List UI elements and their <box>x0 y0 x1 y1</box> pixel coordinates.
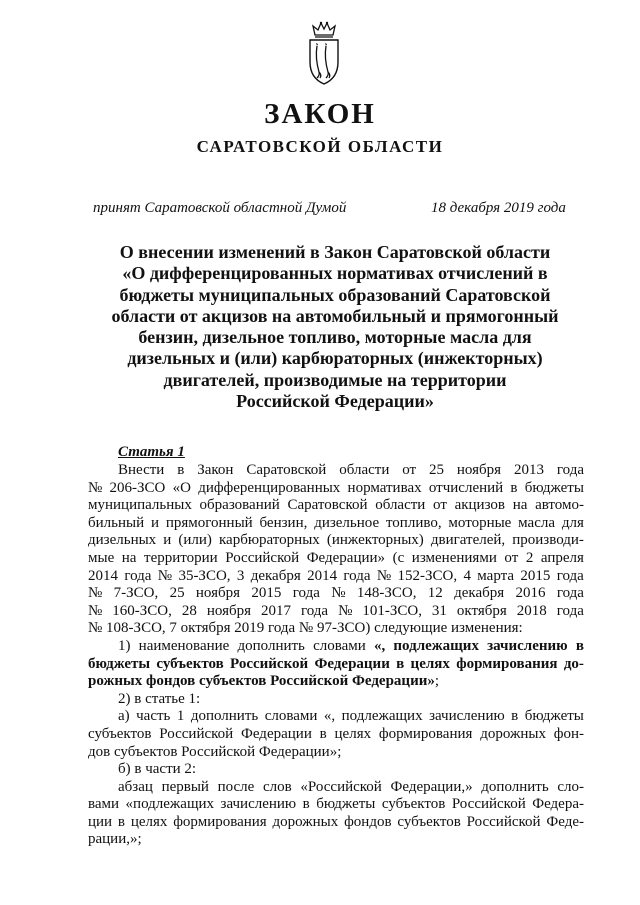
paragraph-line <box>88 480 584 498</box>
text-run: года <box>556 602 584 619</box>
paragraph-line <box>88 497 584 515</box>
text-run: сло- <box>557 778 584 795</box>
text-run: 2016 <box>515 585 546 602</box>
text-run: апреля <box>540 549 584 566</box>
text-run: нормативах <box>347 479 422 496</box>
paragraph-line <box>88 620 584 638</box>
text-run: словами <box>264 708 318 725</box>
text-run: года <box>343 567 371 584</box>
text-run: дополнить <box>481 778 549 795</box>
text-run: субъектов <box>397 813 461 830</box>
text-run: «, <box>323 708 336 725</box>
text-run: мые <box>88 549 115 566</box>
text-run: области <box>339 462 390 478</box>
text-run: № 108-ЗСО, 7 октября 2019 года № 97-ЗСО) следующие изменения: <box>88 620 523 637</box>
text-run: 3 <box>236 567 245 584</box>
heading-line: Российской Федерации» <box>236 391 434 412</box>
text-run: дизельных <box>88 532 157 549</box>
text-run: 160-ЗСО, <box>112 602 172 619</box>
text-run: 2) в статье 1: <box>118 690 201 707</box>
text-run: масла <box>518 514 556 531</box>
text-run: Российской <box>159 725 234 742</box>
paragraph-line <box>88 831 584 849</box>
text-run: целях <box>334 725 372 742</box>
text-run: ноября <box>456 462 502 478</box>
text-run: и <box>163 532 172 549</box>
paragraph-line <box>88 761 584 779</box>
text-run: бюджеты <box>524 479 584 496</box>
text-run: рожных фондов субъектов Российской Федерации» <box>88 673 435 690</box>
text-run: 31 <box>431 602 447 619</box>
text-run: дизельное <box>314 514 380 531</box>
text-run: прямогонный <box>165 514 253 531</box>
text-run: 2013 <box>513 462 544 478</box>
text-run: на <box>512 497 528 514</box>
text-run: «, <box>373 637 386 654</box>
text-run: (или) <box>178 532 212 549</box>
text-run: 28 <box>181 602 197 619</box>
text-run: от <box>402 462 417 478</box>
heading-line: дизельных и (или) карбюраторных (инжекторных) <box>127 348 543 369</box>
text-run: «Российской <box>300 778 382 795</box>
heading-line: бензин, дизельное топливо, моторные масла для <box>138 327 532 348</box>
text-run: моторные <box>448 514 512 531</box>
text-run: в <box>177 462 185 478</box>
text-run: Российской <box>451 796 526 813</box>
paragraph-line <box>88 779 584 797</box>
paragraph-line <box>88 515 584 533</box>
text-run: «О <box>172 479 191 496</box>
text-run: 148-ЗСО, <box>356 585 417 602</box>
text-run: подлежащих <box>341 708 423 725</box>
text-run: производи- <box>512 532 584 549</box>
text-run: подлежащих <box>393 637 479 654</box>
paragraph-line <box>88 603 584 621</box>
paragraph-line <box>88 656 584 674</box>
text-run: формирования <box>173 813 267 830</box>
text-run: Федерации,» <box>390 778 473 795</box>
text-run: муниципальных <box>88 497 192 514</box>
text-run: целях <box>410 655 450 672</box>
text-run: абзац <box>118 778 153 795</box>
text-run: 25 <box>429 462 444 478</box>
text-run: субъектов <box>381 796 446 813</box>
text-run: вами <box>88 796 120 813</box>
text-run: формирования <box>456 655 558 672</box>
text-run: от <box>433 497 447 514</box>
paragraph-line <box>88 568 584 586</box>
text-run: территории <box>144 549 218 566</box>
text-run: фон- <box>553 725 584 742</box>
law-heading <box>88 242 582 412</box>
text-run: ; <box>434 673 440 690</box>
text-run: года <box>300 602 329 619</box>
heading-line: «О дифференцированных нормативах отчислений в <box>122 263 548 284</box>
text-run: года <box>292 585 320 602</box>
paragraph-line <box>88 708 584 726</box>
text-run: бюджеты <box>316 796 376 813</box>
text-run: № <box>88 479 103 496</box>
text-run: Федерации <box>241 725 312 742</box>
heading-line: двигателей, производимые на территории <box>163 369 507 390</box>
text-run: до- <box>563 655 584 672</box>
text-run: в <box>511 708 519 725</box>
text-run: наименование <box>138 637 230 654</box>
text-run: фондов <box>344 813 392 830</box>
text-run: 4 <box>463 567 471 584</box>
text-run: декабря <box>250 567 301 584</box>
text-run: и <box>150 514 159 531</box>
text-run: 2015 <box>520 567 551 584</box>
text-run: № <box>376 567 392 584</box>
text-run: рации,»; <box>88 831 142 848</box>
adopted-by: принят Саратовской областной Думой <box>93 200 347 216</box>
paragraph-line <box>88 726 584 744</box>
text-run: Российской <box>230 655 309 672</box>
text-run: № <box>88 602 103 619</box>
saratov-coat-of-arms-icon <box>306 20 342 86</box>
text-run: года <box>556 567 584 584</box>
text-run: дополнить <box>237 637 305 654</box>
text-run: области <box>375 497 426 514</box>
text-run: слов <box>263 778 292 795</box>
text-run: зачислению <box>220 796 297 813</box>
text-run: марта <box>477 567 515 584</box>
text-run: Феде- <box>546 813 584 830</box>
text-run: года <box>556 462 584 478</box>
text-run: (с <box>392 549 405 566</box>
text-run: года <box>124 567 152 584</box>
text-run: зачислению <box>429 708 505 725</box>
text-run: в <box>575 637 584 654</box>
paragraph-line <box>88 532 584 550</box>
text-run: 7-ЗСО, <box>113 585 159 602</box>
text-run: ноября <box>195 585 241 602</box>
text-run: первый <box>161 778 209 795</box>
paragraph-line <box>88 796 584 814</box>
text-run: карбюраторных <box>218 532 320 549</box>
text-run: ции <box>88 813 113 830</box>
text-run: в <box>302 796 310 813</box>
text-run: года <box>556 585 584 602</box>
text-run: дифференцированных <box>198 479 341 496</box>
text-run: бюджеты <box>524 708 584 725</box>
paragraph-line <box>88 585 584 603</box>
text-run: в <box>319 725 327 742</box>
text-run: «подлежащих <box>125 796 215 813</box>
text-run: от <box>504 549 519 566</box>
text-run: дорожных <box>480 725 546 742</box>
text-run: 35-ЗСО, <box>178 567 231 584</box>
text-run: автомо- <box>535 497 584 514</box>
paragraph-line <box>88 638 584 656</box>
paragraph-line <box>88 550 584 568</box>
text-run: Федерации <box>314 655 390 672</box>
text-run: Российской <box>225 549 300 566</box>
text-run: в <box>396 655 405 672</box>
document-title: ЗАКОН <box>264 98 376 130</box>
text-run: б) в части 2: <box>118 761 197 778</box>
text-run: отчислений <box>428 479 504 496</box>
text-run: 2014 <box>88 567 118 584</box>
text-run: 12 <box>427 585 443 602</box>
text-run: Российской <box>466 813 541 830</box>
paragraph-line <box>88 691 584 709</box>
text-run: изменениями <box>411 549 497 566</box>
text-run: 1 <box>176 708 185 725</box>
text-run: словами <box>313 637 366 654</box>
text-run: бюджеты <box>88 655 151 672</box>
text-run: двигателей, <box>430 532 506 549</box>
text-run: субъектов <box>156 655 224 672</box>
text-run: октября <box>456 602 507 619</box>
text-run: ноября <box>206 602 252 619</box>
text-run: 2017 <box>260 602 291 619</box>
text-run: на <box>121 549 137 566</box>
adoption-date: 18 декабря 2019 года <box>431 200 566 216</box>
text-run: 152-ЗСО, <box>397 567 458 584</box>
text-run: Закон <box>197 462 234 478</box>
text-run: для <box>561 514 584 531</box>
text-run: декабря <box>454 585 505 602</box>
text-run: Федерации» <box>306 549 386 566</box>
text-run: № <box>88 585 103 602</box>
text-run: формирования <box>378 725 473 742</box>
text-run: № <box>338 602 353 619</box>
text-run: бильный <box>88 514 145 531</box>
heading-line: О внесении изменений в Закон Саратовской области <box>119 242 551 262</box>
text-run: целях <box>130 813 168 830</box>
text-run: Саратовской <box>287 497 368 514</box>
text-run: Внести <box>118 462 165 478</box>
text-run: (инжекторных) <box>326 532 424 549</box>
paragraph-line <box>88 462 584 480</box>
text-run: топливо, <box>385 514 442 531</box>
text-run: 2014 <box>307 567 338 584</box>
paragraph-line <box>88 814 584 832</box>
paragraph-line <box>88 744 584 762</box>
text-run: дополнить <box>190 708 259 725</box>
text-run: а) <box>118 708 130 725</box>
text-run: 2 <box>525 549 534 566</box>
text-run: дов субъектов Российской Федерации»; <box>88 743 342 760</box>
text-run: субъектов <box>88 725 152 742</box>
text-run: образований <box>199 497 280 514</box>
article-body <box>88 462 584 849</box>
heading-line: области от акцизов на автомобильный и прямогонный <box>111 305 559 326</box>
text-run: акцизов <box>454 497 505 514</box>
text-run: 206-ЗСО <box>109 479 166 496</box>
text-run: после <box>217 778 255 795</box>
paragraph-line <box>88 673 584 691</box>
text-run: в <box>117 813 125 830</box>
text-run: 25 <box>169 585 185 602</box>
text-run: зачислению <box>487 637 568 654</box>
text-run: Федера- <box>532 796 584 813</box>
text-run: бензин, <box>259 514 308 531</box>
text-run: часть <box>136 708 171 725</box>
text-run: 101-ЗСО, <box>362 602 422 619</box>
text-run: 2018 <box>516 602 547 619</box>
text-run: в <box>510 479 518 496</box>
article-title: Статья 1 <box>118 444 185 460</box>
document-subtitle: САРАТОВСКОЙ ОБЛАСТИ <box>196 137 444 156</box>
text-run: 1) <box>118 637 131 654</box>
text-run: 2015 <box>251 585 282 602</box>
text-run: Саратовской <box>246 462 327 478</box>
text-run: № <box>157 567 173 584</box>
text-run: № <box>331 585 346 602</box>
heading-line: бюджеты муниципальных образований Саратовской <box>119 284 551 305</box>
text-run: дорожных <box>272 813 339 830</box>
